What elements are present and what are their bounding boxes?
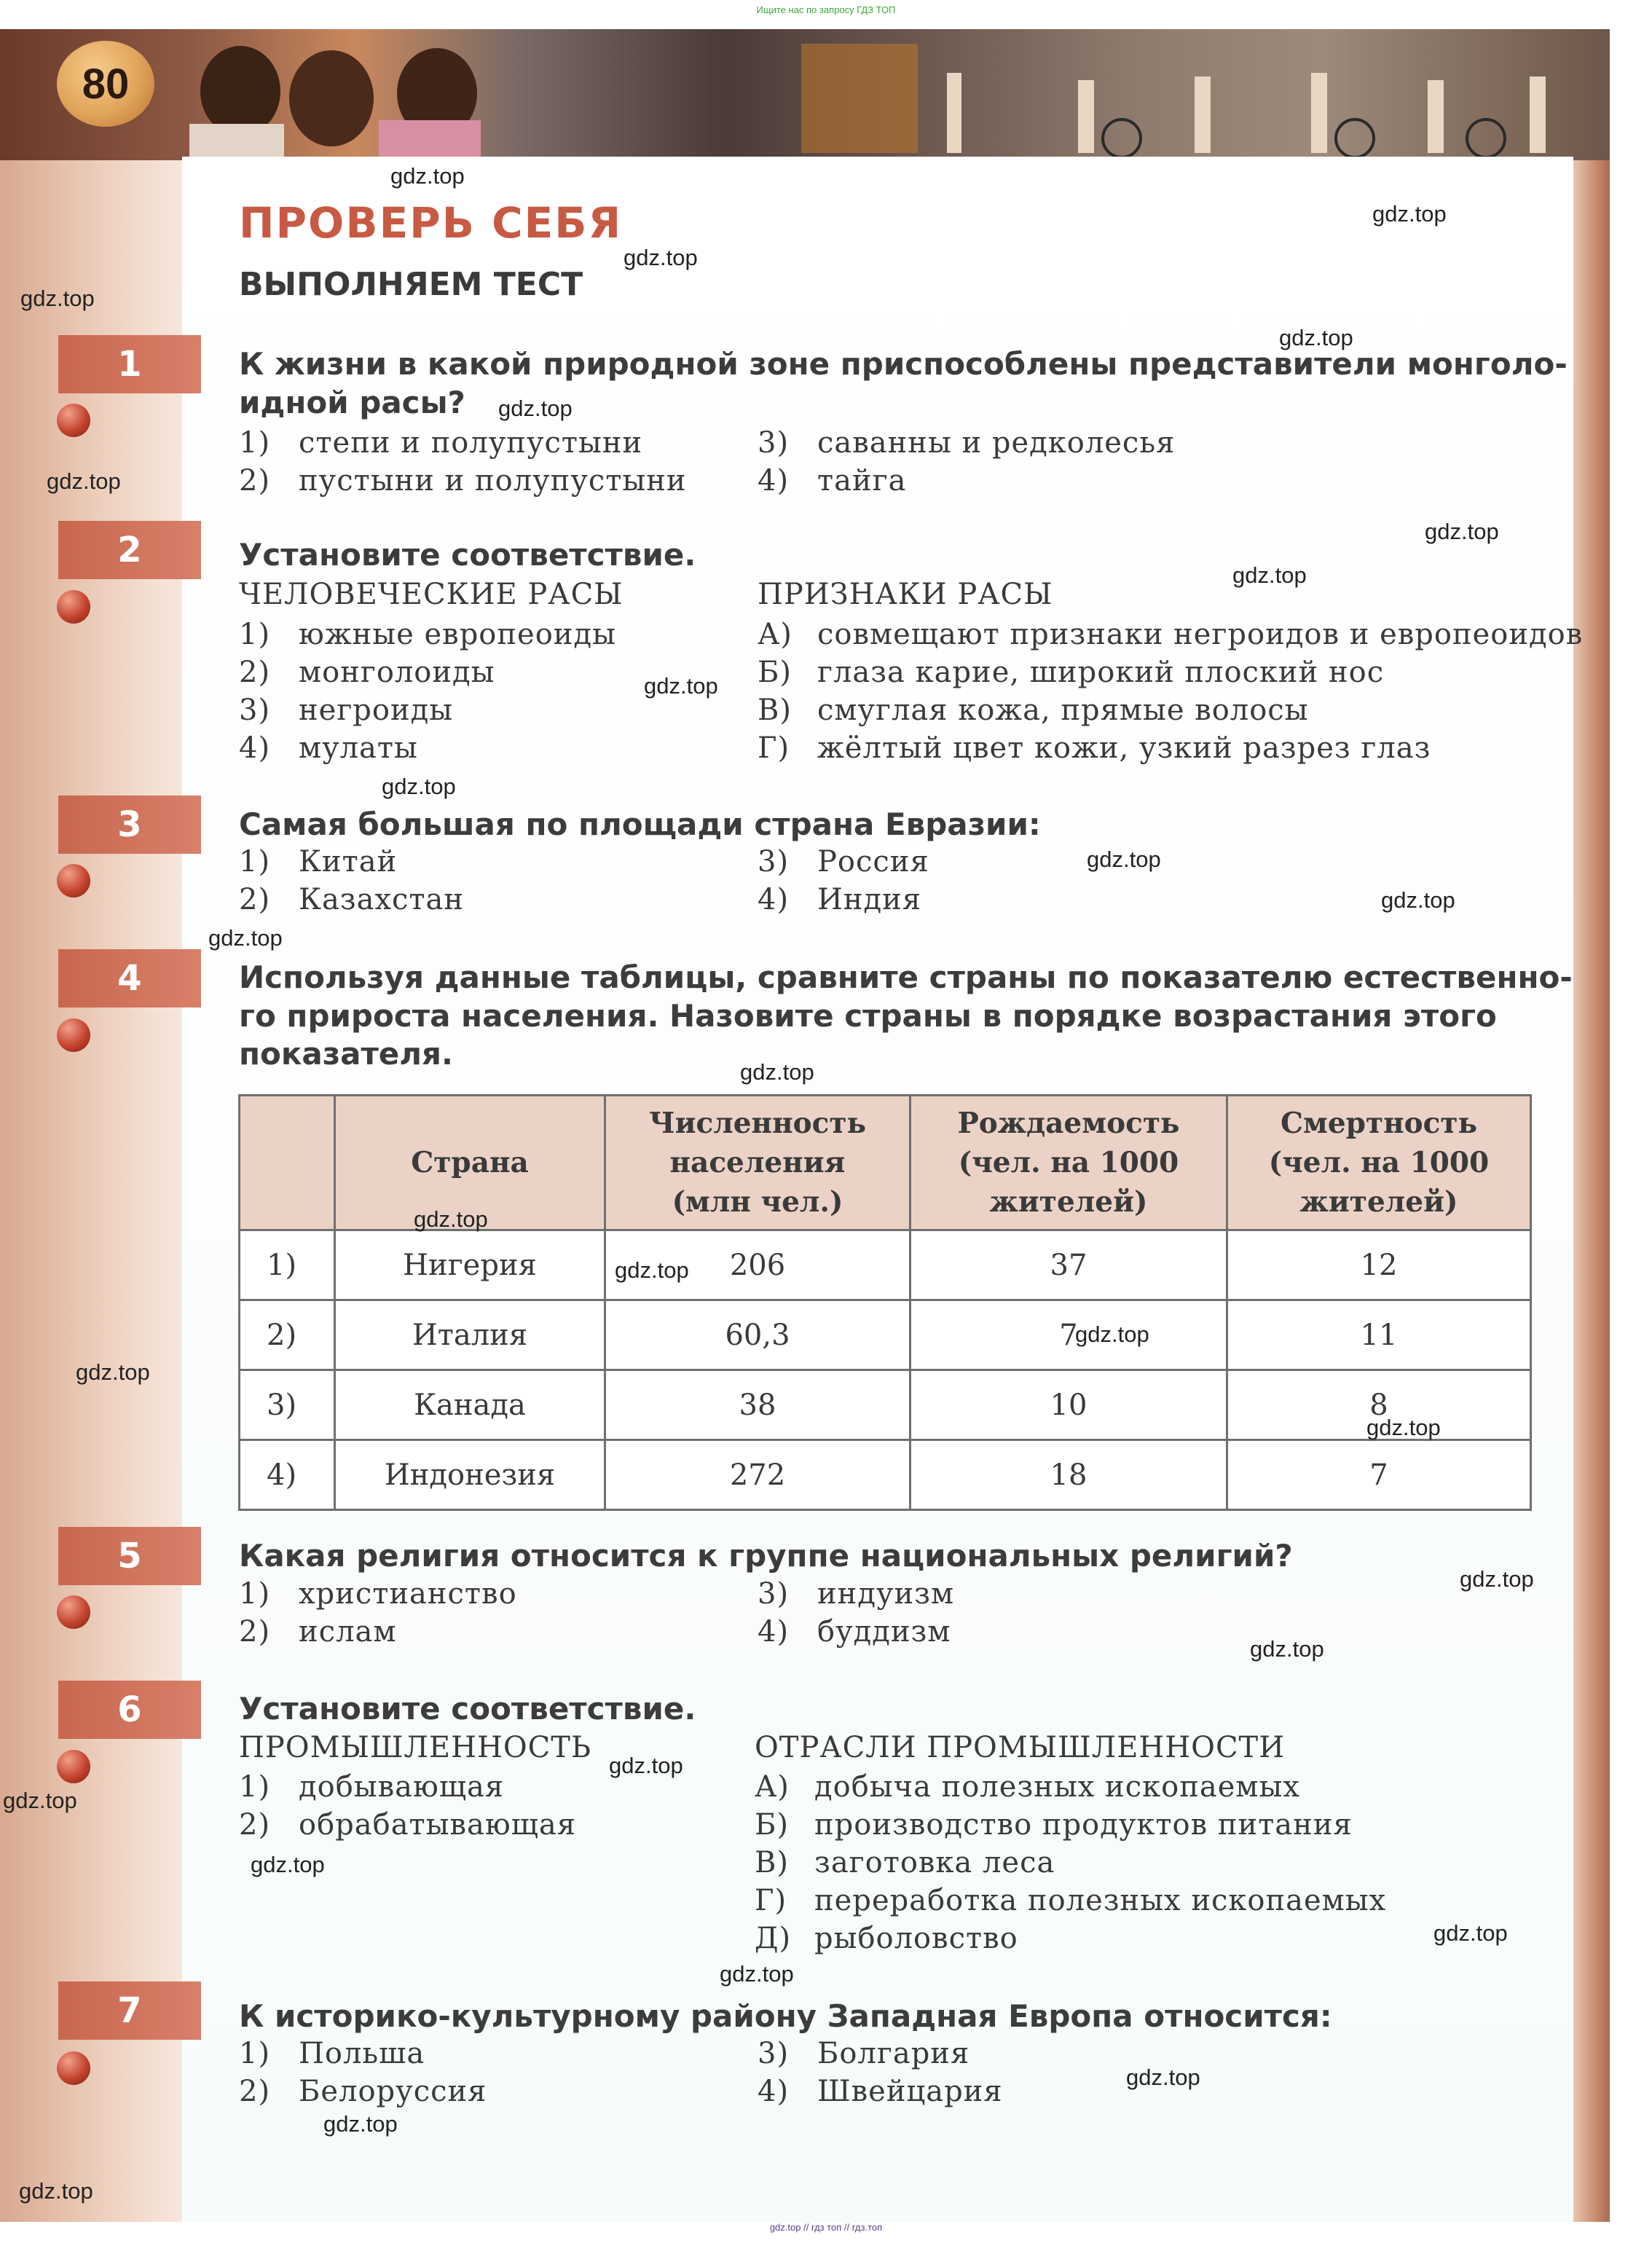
question-2-right-item-v[interactable]: В) смуглая кожа, прямые волосы: [758, 694, 1309, 727]
question-4-line-1: Используя данные таблицы, сравните страны по показателю естественно-: [239, 959, 1573, 995]
watermark: gdz.top: [609, 1753, 683, 1778]
watermark: gdz.top: [414, 1206, 488, 1232]
question-5-option-4[interactable]: 4) буддизм: [758, 1615, 951, 1649]
table-cell-death-rate: 7: [1227, 1440, 1531, 1510]
top-search-link[interactable]: Ищите нас по запросу ГДЗ ТОП: [756, 4, 896, 15]
section-subheading: ВЫПОЛНЯЕМ ТЕСТ: [239, 266, 583, 303]
question-3-option-3[interactable]: 3) Россия: [758, 845, 929, 879]
table-cell-birth-rate: 18: [910, 1440, 1227, 1510]
table-row: [240, 1300, 1531, 1370]
table-cell-country: Индонезия: [335, 1440, 605, 1510]
question-1-line-1: К жизни в какой природной зоне приспособлены представители монголо-: [239, 346, 1568, 382]
question-1-line-2: идной расы?: [239, 385, 465, 420]
question-6-right-item-v[interactable]: В) заготовка леса: [755, 1846, 1055, 1879]
watermark: gdz.top: [1232, 562, 1307, 588]
population-table: [238, 1094, 1532, 1511]
table-header-country: Страна: [335, 1096, 605, 1230]
watermark: gdz.top: [208, 925, 283, 951]
table-cell-index: 1): [240, 1230, 335, 1300]
watermark: gdz.top: [76, 1359, 150, 1385]
bullet-ball-icon: [57, 864, 90, 897]
question-6-right-item-g[interactable]: Г) переработка полезных ископаемых: [755, 1884, 1387, 1917]
table-cell-population: 60,3: [605, 1300, 910, 1370]
table-cell-birth-rate: 7: [910, 1300, 1227, 1370]
table-cell-population: 206: [605, 1230, 910, 1300]
watermark: gdz.top: [1372, 201, 1447, 227]
table-cell-death-rate: 8: [1227, 1370, 1531, 1440]
question-6-right-item-d[interactable]: Д) рыболовство: [755, 1922, 1018, 1955]
bullet-ball-icon: [57, 2051, 90, 2085]
question-6-text: Установите соответствие.: [239, 1691, 696, 1727]
table-row: [240, 1370, 1531, 1440]
question-1-option-4[interactable]: 4) тайга: [758, 464, 907, 498]
question-number-2: 2: [58, 521, 201, 579]
question-7-option-3[interactable]: 3) Болгария: [758, 2037, 970, 2070]
question-number-4: 4: [58, 949, 201, 1007]
table-cell-population: 272: [605, 1440, 910, 1510]
question-4-line-2: го прироста населения. Назовите страны в порядке возрастания этого: [239, 998, 1497, 1034]
watermark: gdz.top: [1279, 325, 1353, 350]
question-6-left-item-2[interactable]: 2) обрабатывающая: [239, 1808, 576, 1842]
table-cell-death-rate: 11: [1227, 1300, 1531, 1370]
question-3-text: Самая большая по площади страна Евразии:: [239, 806, 1041, 842]
bottom-site-link[interactable]: gdz.top // гдз топ // гдз.топ: [769, 2222, 883, 2233]
question-2-left-caption: ЧЕЛОВЕЧЕСКИЕ РАСЫ: [239, 578, 624, 611]
question-7-option-1[interactable]: 1) Польша: [239, 2037, 425, 2070]
table-cell-birth-rate: 10: [910, 1370, 1227, 1440]
question-number-1: 1: [58, 335, 201, 393]
table-header-birth-rate: Рождаемость (чел. на 1000 жителей): [910, 1096, 1227, 1230]
table-row: [240, 1440, 1531, 1510]
watermark: gdz.top: [1366, 1415, 1441, 1440]
table-cell-index: 3): [240, 1370, 335, 1440]
right-margin-strip: [1573, 29, 1610, 2222]
watermark: gdz.top: [1087, 846, 1161, 872]
question-7-option-2[interactable]: 2) Белоруссия: [239, 2075, 487, 2108]
question-3-option-1[interactable]: 1) Китай: [239, 845, 398, 879]
question-5-text: Какая религия относится к группе национальных религий?: [239, 1538, 1293, 1574]
table-cell-index: 2): [240, 1300, 335, 1370]
watermark: gdz.top: [720, 1961, 794, 1987]
question-5-option-2[interactable]: 2) ислам: [239, 1615, 397, 1649]
table-cell-birth-rate: 37: [910, 1230, 1227, 1300]
watermark: gdz.top: [20, 286, 95, 311]
section-heading: ПРОВЕРЬ СЕБЯ: [239, 198, 623, 248]
watermark: gdz.top: [19, 2178, 93, 2204]
question-6-left-caption: ПРОМЫШЛЕННОСТЬ: [239, 1731, 591, 1764]
table-cell-death-rate: 12: [1227, 1230, 1531, 1300]
table-cell-country: Канада: [335, 1370, 605, 1440]
question-3-option-2[interactable]: 2) Казахстан: [239, 883, 465, 916]
bullet-ball-icon: [57, 590, 90, 624]
question-number-5: 5: [58, 1527, 201, 1585]
watermark: gdz.top: [251, 1852, 325, 1877]
question-6-left-item-1[interactable]: 1) добывающая: [239, 1770, 505, 1804]
question-2-text: Установите соответствие.: [239, 537, 696, 573]
watermark: gdz.top: [1433, 1920, 1508, 1946]
watermark: gdz.top: [323, 2111, 398, 2137]
question-2-left-item-2[interactable]: 2) монголоиды: [239, 656, 495, 689]
question-number-3: 3: [58, 796, 201, 854]
table-header-population: Численность населения (млн чел.): [605, 1096, 910, 1230]
question-2-left-item-4[interactable]: 4) мулаты: [239, 731, 418, 765]
question-1-option-3[interactable]: 3) саванны и редколесья: [758, 426, 1176, 460]
watermark: gdz.top: [390, 163, 465, 189]
table-cell-index: 4): [240, 1440, 335, 1510]
watermark: gdz.top: [1126, 2065, 1200, 2090]
question-1-option-2[interactable]: 2) пустыни и полупустыни: [239, 464, 687, 498]
banner-photo-image: [0, 29, 1610, 160]
question-1-option-1[interactable]: 1) степи и полупустыни: [239, 426, 643, 460]
question-6-right-item-b[interactable]: Б) производство продуктов питания: [755, 1808, 1353, 1842]
watermark: gdz.top: [615, 1257, 689, 1283]
question-2-right-item-b[interactable]: Б) глаза карие, широкий плоский нос: [758, 656, 1385, 689]
watermark: gdz.top: [1381, 887, 1455, 913]
question-6-right-caption: ОТРАСЛИ ПРОМЫШЛЕННОСТИ: [755, 1731, 1286, 1764]
watermark: gdz.top: [1425, 519, 1499, 544]
question-number-7: 7: [58, 1981, 201, 2040]
question-2-left-item-1[interactable]: 1) южные европеоиды: [239, 618, 616, 651]
bullet-ball-icon: [57, 1018, 90, 1052]
bullet-ball-icon: [57, 1750, 90, 1783]
question-3-option-4[interactable]: 4) Индия: [758, 883, 922, 916]
watermark: gdz.top: [1075, 1321, 1149, 1347]
watermark: gdz.top: [624, 245, 698, 270]
watermark: gdz.top: [47, 468, 121, 494]
watermark: gdz.top: [644, 673, 718, 699]
table-cell-population: 38: [605, 1370, 910, 1440]
question-2-right-item-a[interactable]: А) совмещают признаки негроидов и европеоидов: [758, 618, 1584, 651]
question-2-right-item-g[interactable]: Г) жёлтый цвет кожи, узкий разрез глаз: [758, 731, 1431, 765]
bullet-ball-icon: [57, 404, 90, 437]
watermark: gdz.top: [1460, 1566, 1534, 1592]
question-6-right-item-a[interactable]: А) добыча полезных ископаемых: [755, 1770, 1300, 1804]
watermark: gdz.top: [3, 1788, 77, 1813]
question-2-left-item-3[interactable]: 3) негроиды: [239, 694, 454, 727]
question-7-option-4[interactable]: 4) Швейцария: [758, 2075, 1003, 2108]
table-cell-country: Италия: [335, 1300, 605, 1370]
bullet-ball-icon: [57, 1595, 90, 1629]
question-number-6: 6: [58, 1681, 201, 1739]
table-row: [240, 1230, 1531, 1300]
question-5-option-1[interactable]: 1) христианство: [239, 1577, 517, 1611]
table-header-index: [240, 1096, 335, 1230]
watermark: gdz.top: [498, 396, 573, 421]
question-5-option-3[interactable]: 3) индуизм: [758, 1577, 955, 1611]
table-cell-country: Нигерия: [335, 1230, 605, 1300]
question-7-text: К историко-культурному району Западная Европа относится:: [239, 1998, 1332, 2034]
header-photo-banner: [0, 29, 1610, 160]
page-number: 80: [57, 41, 154, 127]
question-4-line-3: показателя.: [239, 1036, 453, 1072]
table-header-death-rate: Смертность (чел. на 1000 жителей): [1227, 1096, 1531, 1230]
watermark: gdz.top: [1250, 1636, 1324, 1662]
question-2-right-caption: ПРИЗНАКИ РАСЫ: [758, 578, 1053, 611]
watermark: gdz.top: [382, 774, 456, 799]
watermark: gdz.top: [740, 1059, 814, 1085]
